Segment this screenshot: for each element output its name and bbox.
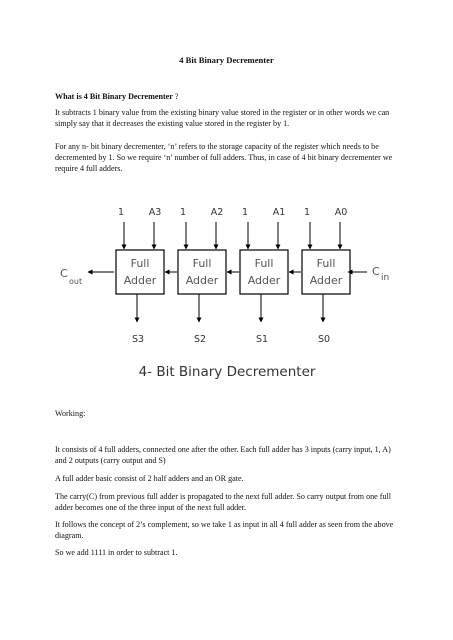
working-paragraph-3: The carry(C) from previous full adder is propagated to the next full adder. So carry output from one full adder becomes one of the three input of the next full adder. (55, 492, 392, 513)
full-adder-label: Adder (247, 274, 281, 287)
page-title: 4 Bit Binary Decrementer (179, 55, 274, 65)
full-adder-label: Full (316, 257, 336, 270)
question-mark: ? (172, 92, 179, 101)
working-paragraph-4: It follows the concept of 2’s complement, so we take 1 as input in all 4 full adder as seen from the above diagram. (55, 520, 394, 541)
input-a-label: A0 (334, 207, 348, 218)
question-heading (55, 91, 395, 102)
full-adder-label: Full (254, 257, 274, 270)
full-adder-label: Full (130, 257, 150, 270)
carry-out-main: C (60, 267, 68, 280)
intro-paragraph: It subtracts 1 binary value from the existing binary value stored in the register or in other words we can simply say that it decreases the existing value stored in the register by 1. (55, 108, 390, 129)
question-heading-text: What is 4 Bit Binary Decrementer (55, 92, 173, 101)
input-one-label: 1 (117, 207, 125, 218)
working-paragraph-1: It consists of 4 full adders, connected one after the other. Each full adder has 3 inputs (carry input, 1, A) and 2 outputs (carry output and S) (55, 445, 391, 466)
input-one-label: 1 (303, 207, 311, 218)
output-label: S1 (255, 334, 269, 345)
n-bit-paragraph: For any n- bit binary decrementer, ‘n’ refers to the storage capacity of the register which needs to be decremented by 1. So we require ‘n’ number of full adders. Thus, in case of 4 bit binary decrementer we require 4 full adders. (55, 142, 393, 174)
carry-out-label (60, 267, 82, 286)
output-label: S2 (193, 334, 207, 345)
carry-in-label (372, 265, 389, 283)
working-heading: Working: (55, 409, 86, 418)
input-a-label: A2 (210, 207, 224, 218)
output-label: S3 (131, 334, 145, 345)
input-one-label: 1 (179, 207, 187, 218)
input-one-label: 1 (241, 207, 249, 218)
full-adder-label: Adder (185, 274, 219, 287)
carry-in-main: C (372, 265, 380, 278)
input-a-label: A3 (148, 207, 162, 218)
full-adder-3 (289, 207, 350, 345)
full-adder-1 (165, 207, 226, 345)
output-label: S0 (317, 334, 331, 345)
full-adder-label: Adder (123, 274, 157, 287)
input-a-label: A1 (272, 207, 286, 218)
working-paragraph-5: So we add 1111 in order to subtract 1. (55, 548, 178, 557)
full-adder-label: Adder (309, 274, 343, 287)
carry-out-sub: out (69, 277, 83, 286)
full-adders (116, 207, 350, 345)
full-adder-2 (227, 207, 288, 345)
full-adder-0 (116, 207, 164, 345)
working-paragraph-2: A full adder basic consist of 2 half adders and an OR gate. (55, 474, 244, 483)
full-adder-label: Full (192, 257, 212, 270)
carry-in-sub: in (381, 273, 390, 283)
diagram-caption: 4- Bit Binary Decrementer (138, 364, 316, 380)
decrementer-diagram (52, 200, 402, 390)
